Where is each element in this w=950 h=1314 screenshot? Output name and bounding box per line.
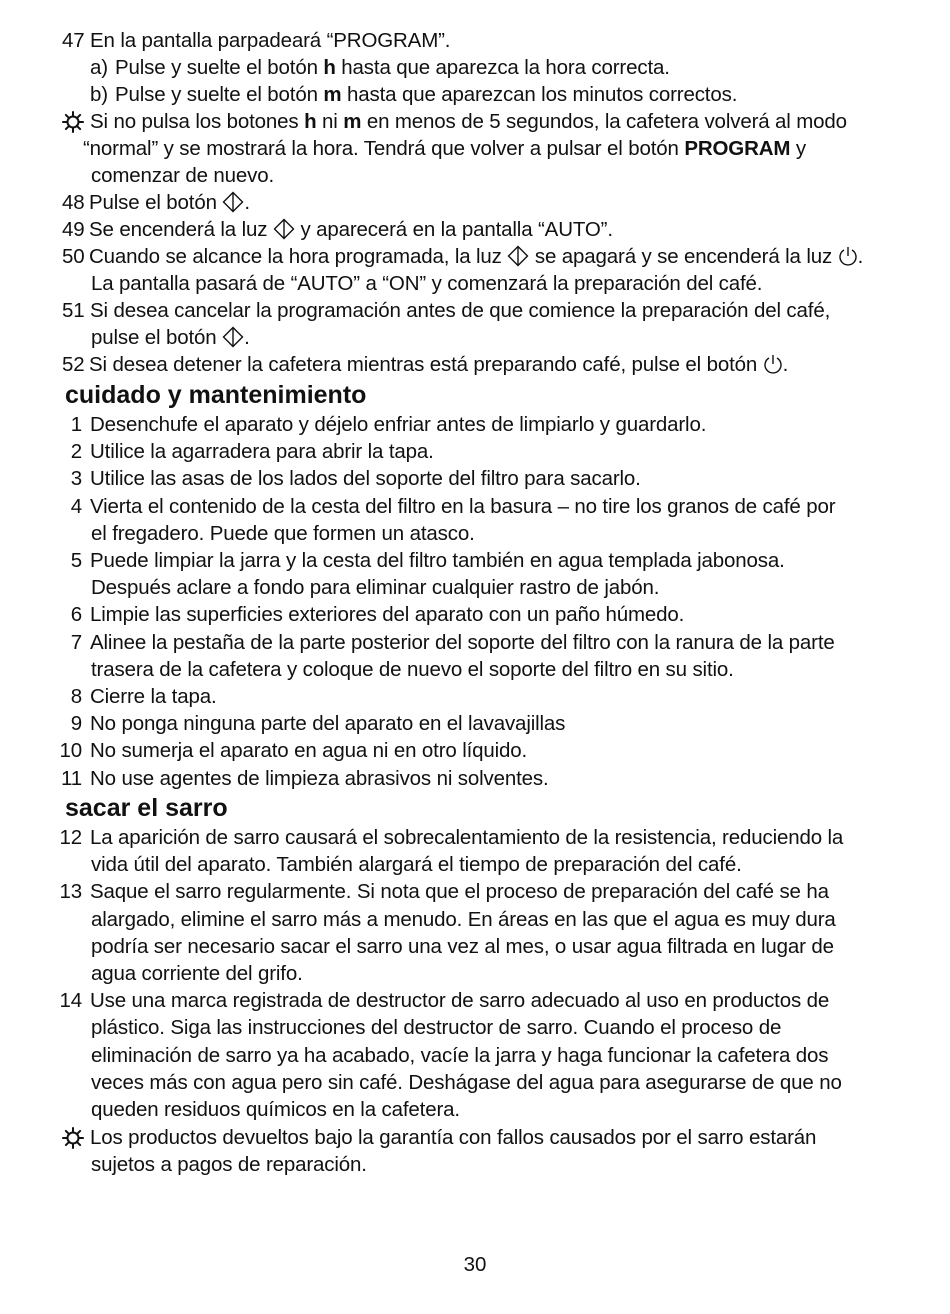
item-number: 10: [59, 739, 82, 763]
item-text: No sumerja el aparato en agua ni en otro líquido.: [90, 739, 528, 763]
item-number: 51: [62, 299, 85, 322]
item-text: eliminación de sarro ya ha acabado, vacíe la jarra y haga funcionar la cafetera dos: [91, 1043, 829, 1067]
diamond-arrows-icon: [222, 191, 244, 213]
sub-step-text: Pulse y suelte el botón h hasta que aparezca la hora correcta.: [115, 56, 670, 79]
item-text: La pantalla pasará de “AUTO” a “ON” y comenzará la preparación del café.: [91, 272, 763, 295]
item-text: Cierre la tapa.: [90, 685, 217, 708]
item-text: Si desea cancelar la programación antes de que comience la preparación del café,: [90, 299, 831, 322]
item-number: 14: [59, 989, 82, 1013]
item-text: Después aclare a fondo para eliminar cualquier rastro de jabón.: [91, 576, 660, 600]
item-number: 9: [70, 712, 82, 736]
sun-icon: [62, 1127, 84, 1156]
item-number: 7: [70, 630, 82, 654]
h-key-label: h: [323, 56, 336, 79]
item-number: 47: [62, 29, 85, 52]
sub-step-text: Pulse y suelte el botón m hasta que aparezcan los minutos correctos.: [115, 83, 738, 106]
item-number: 4: [70, 494, 82, 518]
item-text: agua corriente del grifo.: [91, 962, 303, 985]
item-number: 52: [62, 353, 85, 376]
item-number: 8: [70, 685, 82, 708]
item-text: Desenchufe el aparato y déjelo enfriar antes de limpiarlo y guardarlo.: [90, 413, 707, 436]
item-text: Se encenderá la luz y aparecerá en la pantalla “AUTO”.: [89, 218, 613, 241]
item-text: Limpie las superficies exteriores del aparato con un paño húmedo.: [90, 603, 685, 627]
item-text: podría ser necesario sacar el sarro una vez al mes, o usar agua filtrada en lugar de: [91, 934, 834, 958]
item-text: No ponga ninguna parte del aparato en el lavavajillas: [90, 712, 566, 736]
m-key-label: m: [323, 83, 342, 106]
sub-step-label: b): [90, 83, 108, 106]
diamond-arrows-icon: [507, 245, 529, 267]
item-text: Utilice la agarradera para abrir la tapa.: [90, 440, 434, 464]
note-text: Los productos devueltos bajo la garantía con fallos causados por el sarro estarán: [90, 1126, 817, 1149]
item-text: alargado, elimine el sarro más a menudo. En áreas en las que el agua es muy dura: [91, 907, 836, 931]
item-text: pulse el botón .: [91, 326, 250, 349]
item-number: 1: [70, 413, 82, 436]
item-text: vida útil del aparato. También alargará el tiempo de preparación del café.: [91, 853, 742, 877]
section-heading-descale: sacar el sarro: [65, 794, 228, 822]
sun-icon: [62, 111, 84, 140]
item-number: 49: [62, 218, 85, 241]
diamond-arrows-icon: [222, 326, 244, 348]
item-number: 5: [70, 549, 82, 572]
item-number: 6: [70, 603, 82, 627]
item-text: No use agentes de limpieza abrasivos ni solventes.: [90, 766, 549, 790]
item-text: Si desea detener la cafetera mientras está preparando café, pulse el botón .: [89, 353, 789, 376]
note-text: “normal” y se mostrará la hora. Tendrá que volver a pulsar el botón PROGRAM y: [83, 137, 806, 160]
item-number: 11: [61, 766, 82, 790]
note-text: sujetos a pagos de reparación.: [91, 1153, 367, 1176]
item-text: Pulse el botón .: [89, 191, 250, 214]
power-icon: [763, 353, 783, 375]
sub-step-label: a): [90, 56, 108, 79]
page-number: 30: [463, 1253, 487, 1276]
item-text: el fregadero. Puede que formen un atasco.: [91, 521, 475, 545]
note-text: comenzar de nuevo.: [91, 164, 275, 187]
item-text: Cuando se alcance la hora programada, la luz se apagará y se encenderá la luz .: [89, 245, 864, 268]
diamond-arrows-icon: [273, 218, 295, 240]
item-number: 3: [70, 467, 82, 491]
item-text: plástico. Siga las instrucciones del destructor de sarro. Cuando el proceso de: [91, 1016, 782, 1040]
item-number: 13: [59, 880, 82, 904]
item-text: veces más con agua pero sin café. Deshágase del agua para asegurarse de que no: [91, 1070, 842, 1094]
item-text: trasera de la cafetera y coloque de nuevo el soporte del filtro en su sitio.: [91, 657, 734, 681]
item-text: La aparición de sarro causará el sobrecalentamiento de la resistencia, reduciendo la: [90, 826, 844, 849]
section-heading-care: cuidado y mantenimiento: [65, 381, 367, 409]
item-text: Puede limpiar la jarra y la cesta del filtro también en agua templada jabonosa.: [90, 549, 785, 572]
item-text: Use una marca registrada de destructor de sarro adecuado al uso en productos de: [90, 989, 830, 1013]
power-icon: [838, 245, 858, 267]
item-number: 48: [62, 191, 85, 214]
item-text: En la pantalla parpadeará “PROGRAM”.: [90, 29, 451, 52]
item-number: 12: [59, 826, 82, 849]
item-text: queden residuos químicos en la cafetera.: [91, 1098, 460, 1121]
item-text: Vierta el contenido de la cesta del filtro en la basura – no tire los granos de café por: [90, 494, 836, 518]
item-text: Saque el sarro regularmente. Si nota que el proceso de preparación del café se ha: [90, 880, 829, 904]
item-number: 50: [62, 245, 85, 268]
item-text: Alinee la pestaña de la parte posterior del soporte del filtro con la ranura de la parte: [90, 630, 835, 654]
item-number: 2: [70, 440, 82, 464]
note-text: Si no pulsa los botones h ni m en menos de 5 segundos, la cafetera volverá al modo: [90, 110, 847, 133]
item-text: Utilice las asas de los lados del soporte del filtro para sacarlo.: [90, 467, 641, 491]
